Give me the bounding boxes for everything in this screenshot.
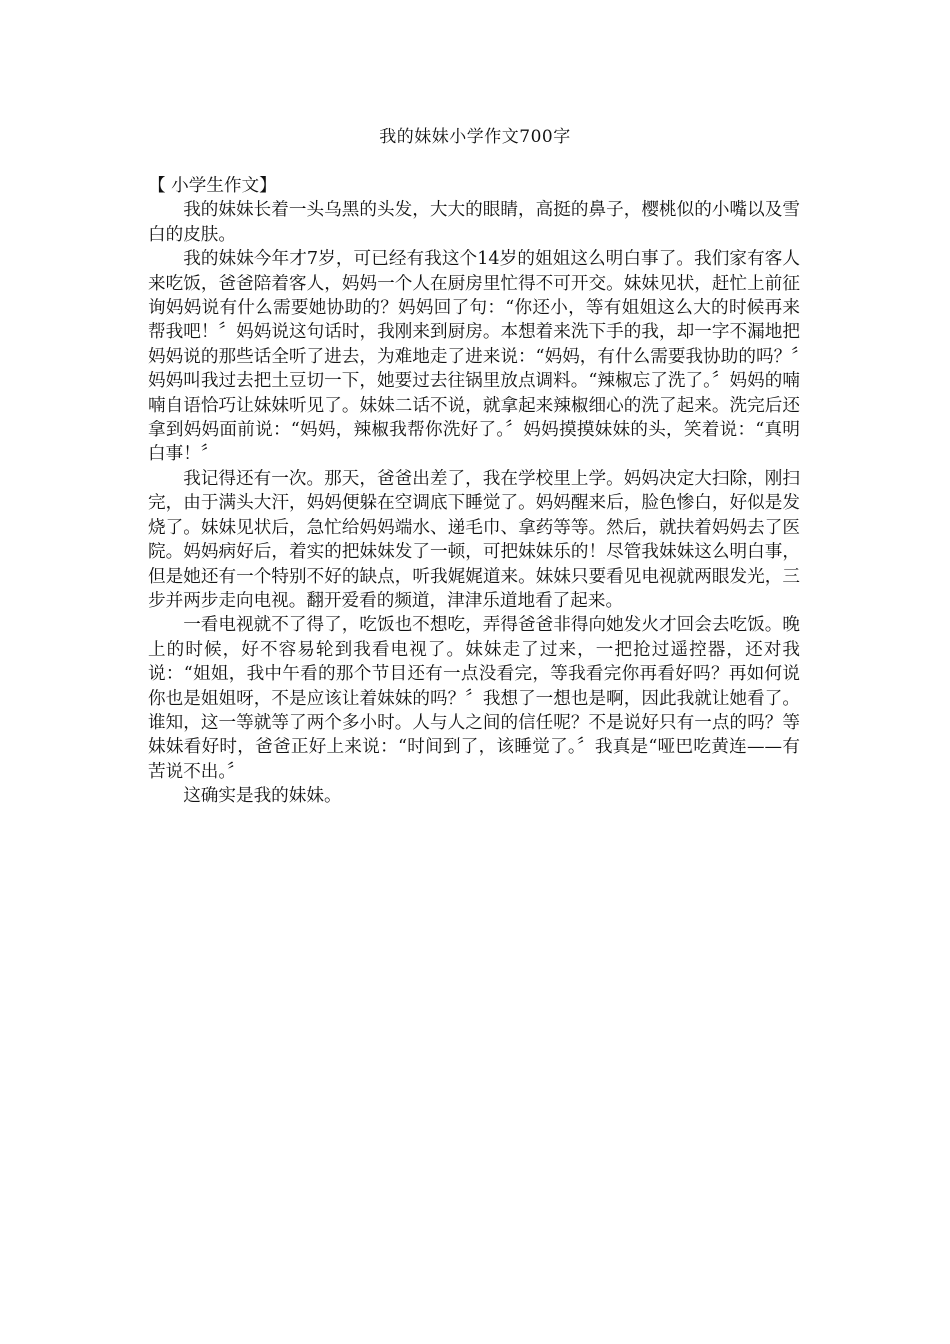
document-body — [148, 174, 800, 809]
category-label: 【 小学生作文】 — [148, 176, 277, 196]
paragraph-2: 我的妹妹今年才7岁，可已经有我这个14岁的姐姐这么明白事了。我们家有客人来吃饭，爸爸陪着客人，妈妈一个人在厨房里忙得不可开交。妹妹见状，赶忙上前征询妈妈说有什么需要她协助的？妈妈回了句：“你还小，等有姐姐这么大的时候再来帮我吧！〞妈妈说这句话时，我刚来到厨房。本想着来洗下手的我，却一字不漏地把妈妈说的那些话全听了进去，为难地走了进来说：“妈妈，有什么需要我协助的吗？〞妈妈叫我过去把土豆切一下，她要过去往锅里放点调料。“辣椒忘了洗了。〞妈妈的喃喃自语恰巧让妹妹听见了。妹妹二话不说，就拿起来辣椒细心的洗了起来。洗完后还拿到妈妈面前说：“妈妈，辣椒我帮你洗好了。〞妈妈摸摸妹妹的头，笑着说：“真明白事！〞 — [148, 249, 800, 465]
paragraph-1: 我的妹妹长着一头乌黑的头发，大大的眼睛，高挺的鼻子，樱桃似的小嘴以及雪白的皮肤。 — [148, 200, 800, 245]
paragraph-4: 一看电视就不了得了，吃饭也不想吃，弄得爸爸非得向她发火才回会去吃饭。晚上的时候，好不容易轮到我看电视了。妹妹走了过来，一把抢过遥控器，还对我说：“姐姐，我中午看的那个节目还有一点没看完，等我看完你再看好吗？再如何说你也是姐姐呀，不是应该让着妹妹的吗？〞我想了一想也是啊，因此我就让她看了。谁知，这一等就等了两个多小时。人与人之间的信任呢？不是说好只有一点的吗？等妹妹看好时，爸爸正好上来说：“时间到了，该睡觉了。〞我真是“哑巴吃黄连——有苦说不出。〞 — [148, 615, 800, 782]
paragraph-5: 这确实是我的妹妹。 — [183, 786, 342, 807]
paragraph-3: 我记得还有一次。那天，爸爸出差了，我在学校里上学。妈妈决定大扫除，刚扫完，由于满头大汗，妈妈便躲在空调底下睡觉了。妈妈醒来后，脸色惨白，好似是发烧了。妹妹见状后，急忙给妈妈端水、递毛巾、拿药等等。然后，就扶着妈妈去了医院。妈妈病好后，着实的把妹妹发了一顿，可把妹妹乐的！尽管我妹妹这么明白事，但是她还有一个特别不好的缺点，听我娓娓道来。妹妹只要看见电视就两眼发光，三步并两步走向电视。翻开爱看的频道，津津乐道地看了起来。 — [148, 468, 800, 611]
document-title: 我的妹妹小学作文700字 — [379, 127, 571, 147]
